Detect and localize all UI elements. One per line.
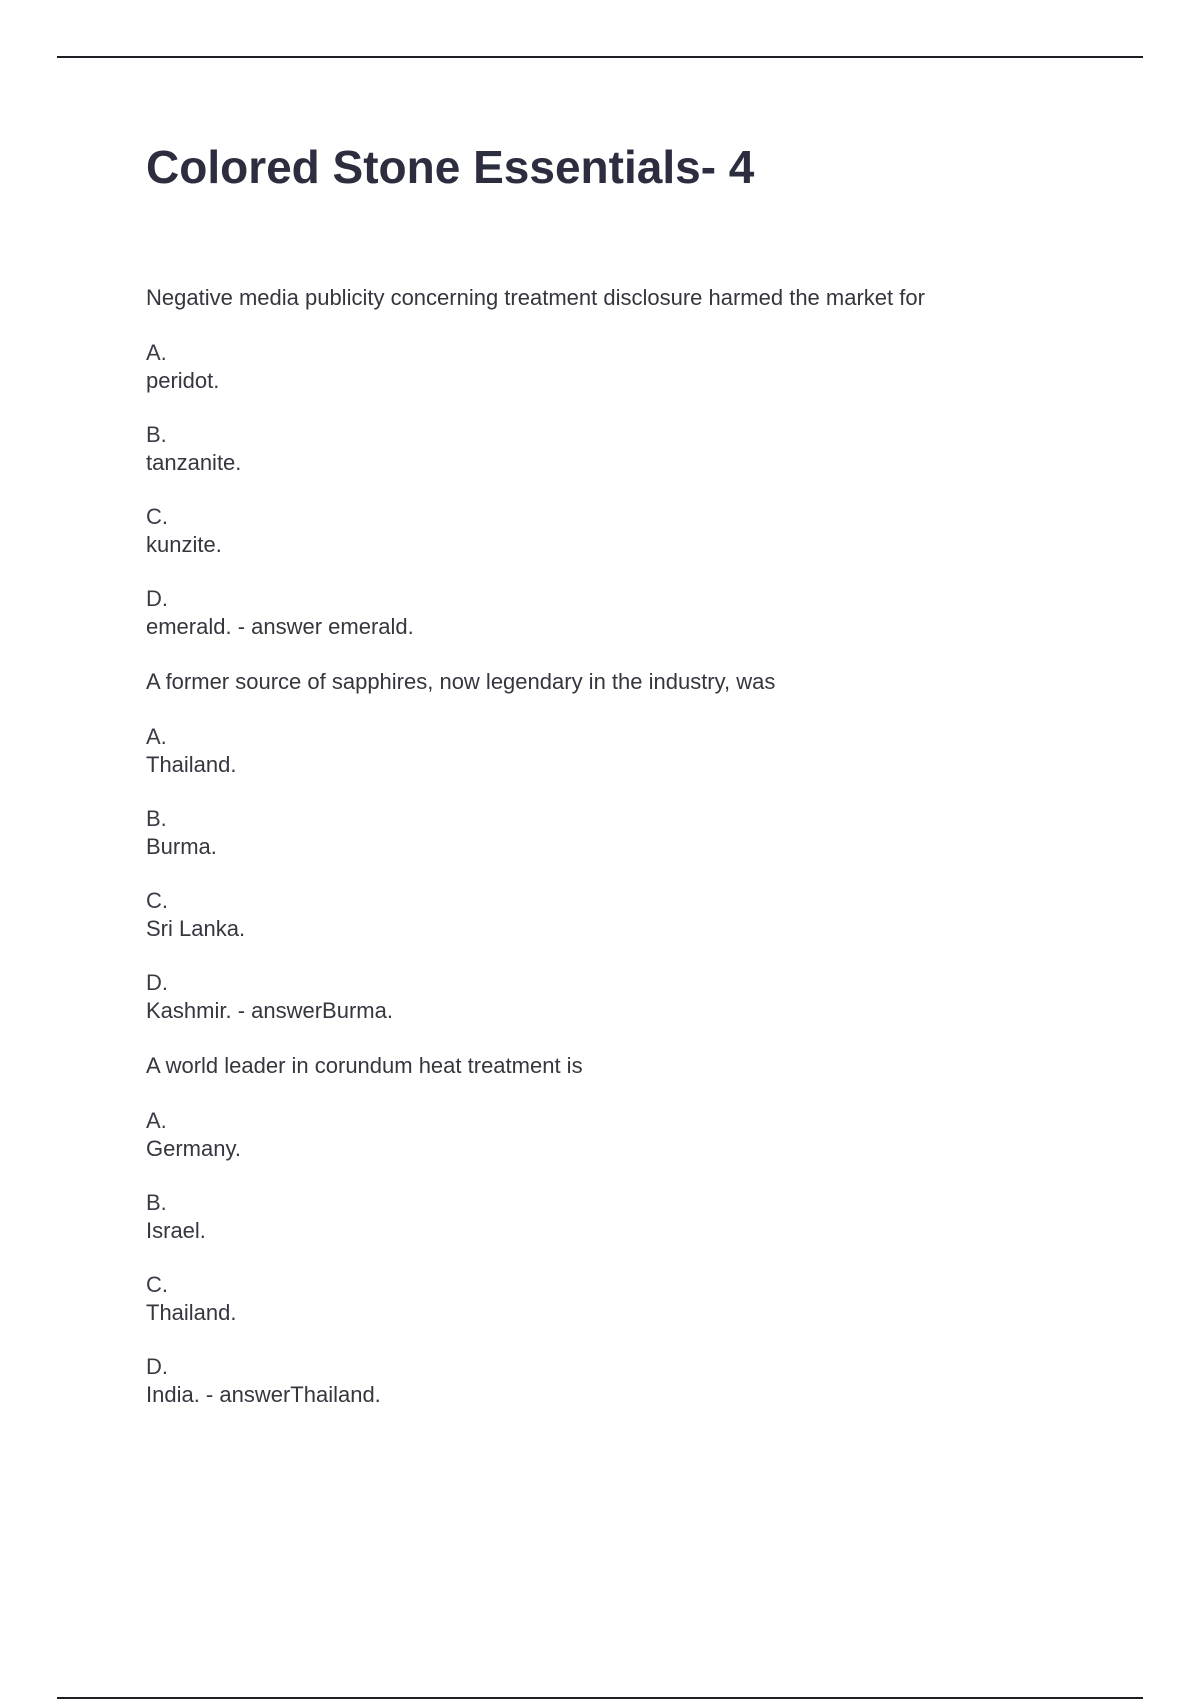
option-text: Israel. bbox=[146, 1218, 206, 1243]
question-text: A world leader in corundum heat treatment is bbox=[146, 1053, 583, 1078]
option-letter: B. bbox=[146, 1190, 167, 1215]
option-text: Sri Lanka. bbox=[146, 916, 246, 941]
option-b bbox=[146, 421, 1106, 477]
option-a bbox=[146, 1107, 1106, 1163]
option-letter: C. bbox=[146, 888, 168, 913]
option-b bbox=[146, 1189, 1106, 1245]
option-letter: B. bbox=[146, 422, 167, 447]
question-1 bbox=[146, 283, 1106, 641]
option-text: peridot. bbox=[146, 368, 220, 393]
option-c bbox=[146, 1271, 1106, 1327]
option-letter: A. bbox=[146, 724, 167, 749]
option-d bbox=[146, 585, 1106, 641]
option-text: India. - answerThailand. bbox=[146, 1382, 381, 1407]
bottom-rule bbox=[57, 1697, 1143, 1699]
option-letter: B. bbox=[146, 806, 167, 831]
option-a bbox=[146, 723, 1106, 779]
option-c bbox=[146, 503, 1106, 559]
option-letter: A. bbox=[146, 1108, 167, 1133]
question-text: Negative media publicity concerning treatment disclosure harmed the market for bbox=[146, 285, 925, 310]
question-text: A former source of sapphires, now legendary in the industry, was bbox=[146, 669, 776, 694]
question-2 bbox=[146, 667, 1106, 1025]
option-b bbox=[146, 805, 1106, 861]
option-text: kunzite. bbox=[146, 532, 222, 557]
option-letter: D. bbox=[146, 586, 168, 611]
option-letter: C. bbox=[146, 504, 168, 529]
option-text: Thailand. bbox=[146, 1300, 237, 1325]
option-text: emerald. - answer emerald. bbox=[146, 614, 414, 639]
option-text: tanzanite. bbox=[146, 450, 242, 475]
option-letter: D. bbox=[146, 970, 168, 995]
option-letter: D. bbox=[146, 1354, 168, 1379]
option-text: Germany. bbox=[146, 1136, 241, 1161]
option-letter: A. bbox=[146, 340, 167, 365]
option-a bbox=[146, 339, 1106, 395]
option-text: Kashmir. - answerBurma. bbox=[146, 998, 393, 1023]
option-letter: C. bbox=[146, 1272, 168, 1297]
option-d bbox=[146, 969, 1106, 1025]
question-list bbox=[146, 283, 1106, 1435]
option-c bbox=[146, 887, 1106, 943]
option-text: Thailand. bbox=[146, 752, 237, 777]
page-title: Colored Stone Essentials- 4 bbox=[146, 141, 755, 193]
option-d bbox=[146, 1353, 1106, 1409]
option-text: Burma. bbox=[146, 834, 217, 859]
top-rule bbox=[57, 56, 1143, 58]
question-3 bbox=[146, 1051, 1106, 1409]
